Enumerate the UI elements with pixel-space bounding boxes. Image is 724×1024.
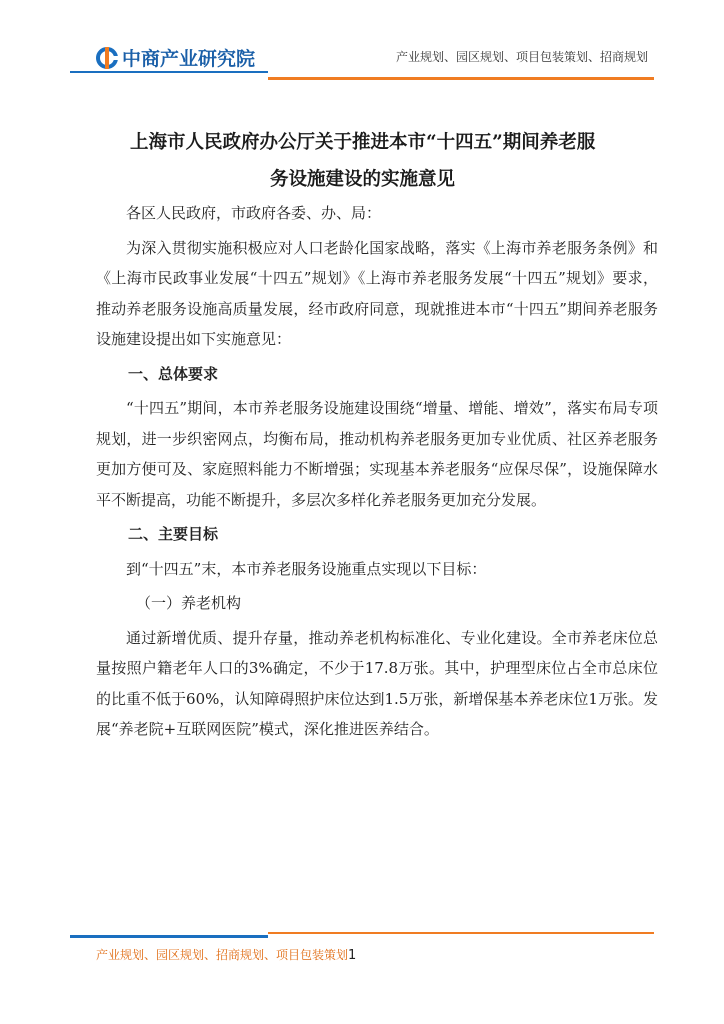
page-number: 1 [348, 948, 357, 963]
footer-tagline: 产业规划、园区规划、招商规划、项目包装策划 [96, 948, 349, 962]
logo-text: 中商产业研究院 [122, 48, 256, 70]
intro-paragraph: 为深入贯彻实施积极应对人口老龄化国家战略，落实《上海市养老服务条例》和《上海市民政事业发展“十四五”规划》《上海市养老服务发展“十四五”规划》要求，推动养老服务设施高质量发展，经市政府同意，现就推进本市“十四五”期间养老服务设施建设提出如下实施意见： [96, 238, 658, 348]
footer-rule-orange [268, 932, 654, 934]
section-1-paragraph: “十四五”期间，本市养老服务设施建设围绕“增量、增能、增效”，落实布局专项规划，进一步织密网点，均衡布局，推动机构养老服务更加专业优质、社区养老服务更加方便可及、家庭照料能力不断增强；实现基本养老服务“应保尽保”，设施保障水平不断提高，功能不断提升，多层次多样化养老服务更加充分发展。 [96, 399, 658, 509]
section-1-heading: 一、总体要求 [128, 364, 219, 383]
header-rule-orange [268, 77, 654, 80]
section-2-heading: 二、主要目标 [128, 525, 219, 543]
header-tagline: 产业规划、园区规划、项目包装策划、招商规划 [395, 50, 648, 64]
page-header [0, 0, 724, 90]
section-2-intro: 到“十四五”末，本市养老服务设施重点实现以下目标： [126, 559, 487, 578]
salutation: 各区人民政府，市政府各委、办、局： [126, 204, 382, 222]
logo-icon [96, 47, 118, 69]
header-rule-blue [70, 71, 268, 73]
subsection-1-paragraph: 通过新增优质、提升存量，推动养老机构标准化、专业化建设。全市养老床位总量按照户籍老年人口的3%确定，不少于17.8万张。其中，护理型床位占全市总床位的比重不低于60%，认知障碍照护床位达到1.5万张，新增保基本养老床位1万张。发展“养老院+互联网医院”模式，深化推进医养结合。 [96, 628, 658, 738]
title-line-1: 上海市人民政府办公厅关于推进本市“十四五”期间养老服 [130, 132, 596, 153]
subsection-1-heading: （一）养老机构 [136, 594, 242, 612]
document-body [96, 198, 658, 749]
footer-rule-blue [70, 935, 268, 938]
page-footer [96, 946, 356, 963]
document-title [130, 124, 650, 198]
logo [96, 44, 255, 71]
title-line-2: 务设施建设的实施意见 [270, 169, 456, 190]
